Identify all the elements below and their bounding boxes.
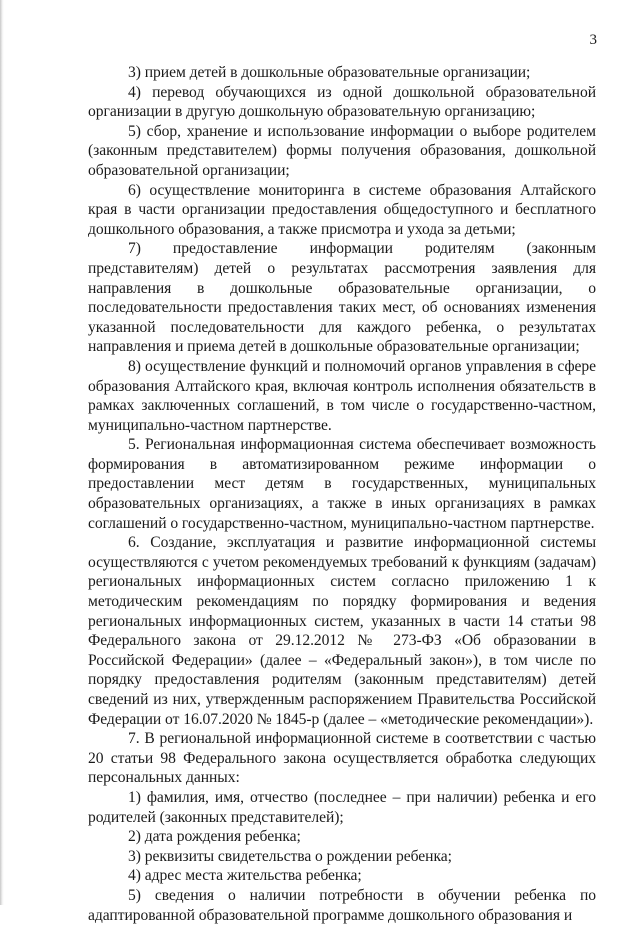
paragraph-subitem-5: 5) сведения о наличии потребности в обучении ребенка по адаптированной образовательной программе дошкольного образования и: [88, 886, 596, 924]
paragraph-item-6: 6) осуществление мониторинга в системе образования Алтайского края в части организации предоставления общедоступного и бесплатного дошкольного образования, а также присмотра и ухода за детьми;: [88, 181, 596, 238]
paragraph-section-6: 6. Создание, эксплуатация и развитие информационной системы осуществляются с учетом рекомендуемых требований к функциям (задачам) региональных информационных систем согласно приложению 1 к методическим рекомендациям по порядку формирования и ведения региональных информационных систем, указанных в части 14 статьи 98 Федерального закона от 29.12.2012 № 273-ФЗ «Об образовании в Российской Федерации» (далее – «Федеральный закон»), в том числе по порядку предоставления родителям (законным представителям) детей сведений из них, утвержденным распоряжением Правительства Российской Федерации от 16.07.2020 № 1845-р (далее – «методические рекомендации»).: [88, 534, 596, 728]
paragraph-subitem-1: 1) фамилия, имя, отчество (последнее – при наличии) ребенка и его родителей (законных представителей);: [88, 788, 596, 826]
paragraph-item-8: 8) осуществление функций и полномочий органов управления в сфере образования Алтайского края, включая контроль исполнения обязательств в рамках заключенных соглашений, в том числе о государственно-частном, муниципально-частном партнерстве.: [88, 357, 596, 434]
page-number: 3: [589, 32, 597, 48]
paragraph-subitem-3: 3) реквизиты свидетельства о рождении ребенка;: [128, 847, 452, 865]
paragraph-item-5: 5) сбор, хранение и использование информации о выборе родителем (законным представителем) формы получения образования, дошкольной образовательной организации;: [88, 122, 596, 179]
paragraph-subitem-4: 4) адрес места жительства ребенка;: [128, 867, 362, 885]
paragraph-section-7: 7. В региональной информационной системе в соответствии с частью 20 статьи 98 Федерального закона осуществляется обработка следующих персональных данных:: [88, 730, 596, 787]
document-body: [88, 63, 596, 925]
paragraph-item-4: 4) перевод обучающихся из одной дошкольной образовательной организации в другую дошкольную образовательную организацию;: [88, 83, 596, 121]
paragraph-item-7: 7) предоставление информации родителям (законным представителям) детей о результатах рассмотрения заявления для направления в дошкольные образовательные организации, о последовательности предоставления таких мест, об основаниях изменения указанной последовательности для каждого ребенка, о результатах направления и приема детей в дошкольные образовательные организации;: [88, 240, 596, 356]
paragraph-section-5: 5. Региональная информационная система обеспечивает возможность формирования в автоматизированном режиме информации о предоставлении мест детям в государственных, муниципальных образовательных организациях, а также в иных организациях в рамках соглашений о государственно-частном, муниципально-частном партнерстве.: [88, 436, 596, 532]
paragraph-subitem-2: 2) дата рождения ребенка;: [128, 828, 301, 846]
paragraph-item-3: 3) прием детей в дошкольные образовательные организации;: [128, 64, 531, 81]
scan-edge-shadow: [0, 0, 4, 905]
